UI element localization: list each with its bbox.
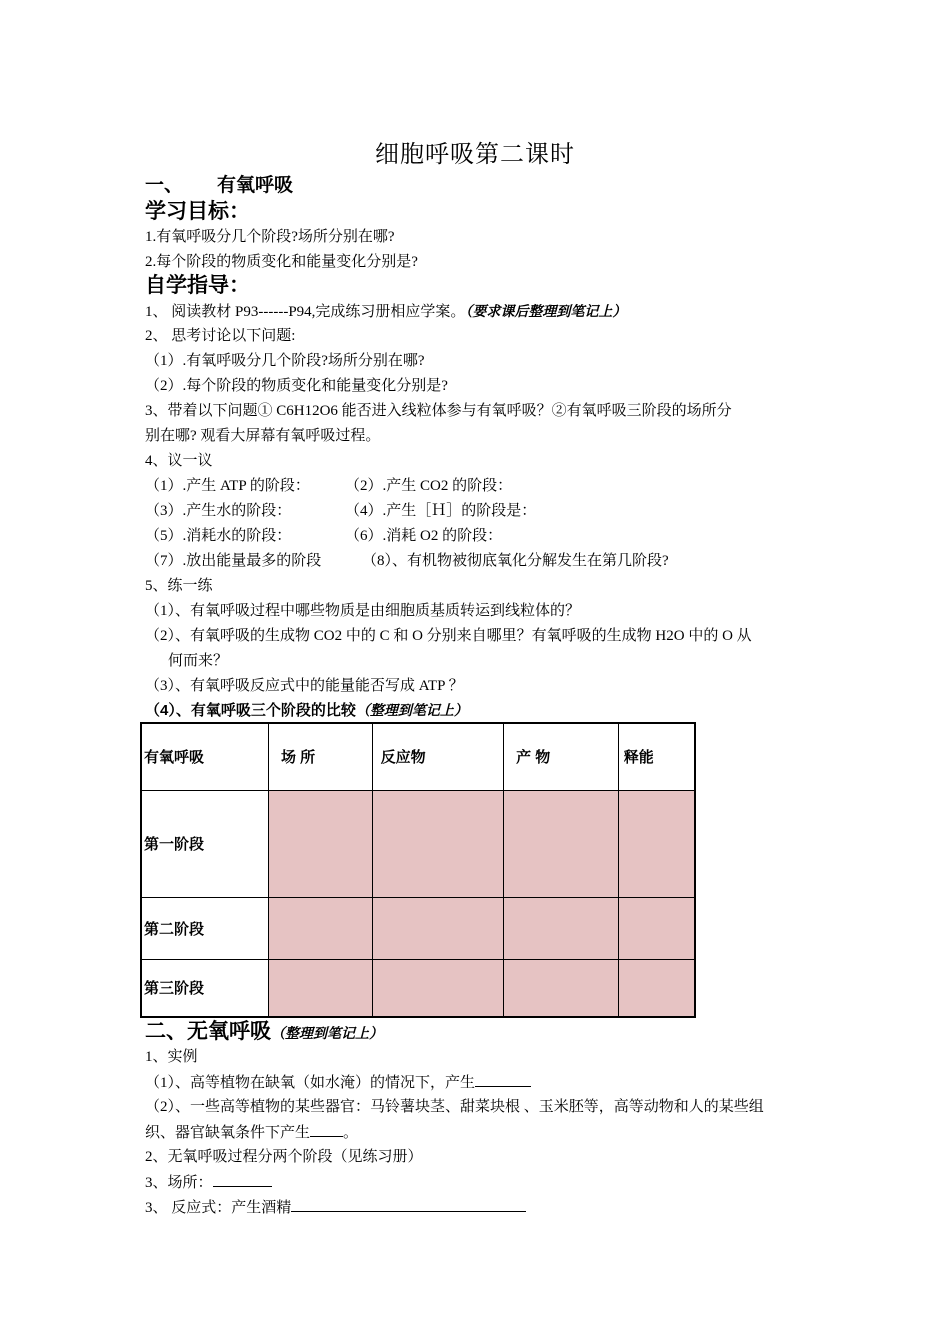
objective-item: 2.每个阶段的物质变化和能量变化分别是? [145,254,418,270]
section2-item-1-question-cont [145,1122,358,1143]
section1-name: 有氧呼吸 [217,175,294,196]
table-blank-cell[interactable] [372,897,504,959]
guide-item-4-row [145,501,536,521]
table-header-cell: 释能 [618,723,695,790]
guide-item-3-cont: 别在哪? 观看大屏幕有氧呼吸过程。 [145,428,381,444]
section2-item-1-question: （2）、一些高等植物的某些器官：马铃薯块茎、甜菜块根 、玉米胚等，高等动物和人的某些组 [145,1099,764,1115]
comparison-table [140,722,696,1018]
discussion-question: （5）.消耗水的阶段： [145,528,292,544]
table-header-row [141,723,695,790]
discussion-question: （4）.产生［Ｈ］的阶段是： [345,503,537,519]
table-caption: （4）、有氧呼吸三个阶段的比较 [145,702,356,719]
fill-blank[interactable] [291,1197,526,1212]
guide-item-2-question: （2）.每个阶段的物质变化和能量变化分别是? [145,378,448,394]
table-blank-cell[interactable] [618,959,695,1017]
table-header-cell: 产 物 [504,723,619,790]
table-row [141,790,695,897]
practice-question: （3）、有氧呼吸反应式中的能量能否写成 ATP ？ [145,678,464,694]
practice-question: （2）、有氧呼吸的生成物 CO2 中的 C 和 O 分别来自哪里？有氧呼吸的生成物 H2O 中的 O 从 [145,628,752,644]
table-blank-cell[interactable] [618,790,695,897]
table-blank-cell[interactable] [504,959,619,1017]
section2-item-1: 1、实例 [145,1049,198,1065]
practice-question: （1）、有氧呼吸过程中哪些物质是由细胞质基质转运到线粒体的？ [145,603,581,619]
table-blank-cell[interactable] [618,897,695,959]
practice-question-cont: 何而来？ [168,653,229,669]
discussion-question: （8）、有机物被彻底氧化分解发生在第几阶段? [362,553,669,569]
question-text-end: 。 [343,1125,359,1141]
section1-heading [145,176,293,196]
guide-heading: 自学指导： [145,274,250,297]
section2-heading [145,1022,383,1044]
table-header-cell: 场 所 [268,723,372,790]
guide-item-4: 4、议一议 [145,453,213,469]
guide-item-4-row [145,551,669,571]
table-row-label: 第三阶段 [141,959,268,1017]
section2-item-1-question [145,1072,531,1093]
table-blank-cell[interactable] [372,959,504,1017]
table-blank-cell[interactable] [504,790,619,897]
guide-item-4-row [145,526,502,546]
table-row [141,897,695,959]
table-blank-cell[interactable] [372,790,504,897]
guide-item-5: 5、练一练 [145,578,213,594]
question-text: 3、 反应式：产生酒精 [145,1200,292,1216]
section2-title: 二、无氧呼吸 [145,1020,271,1043]
discussion-question: （7）.放出能量最多的阶段 [145,553,322,569]
objectives-heading: 学习目标： [145,200,250,223]
section2-item-2: 2、无氧呼吸过程分两个阶段（见练习册） [145,1149,423,1165]
guide-item-2-question: （1）.有氧呼吸分几个阶段?场所分别在哪? [145,353,425,369]
table-blank-cell[interactable] [504,897,619,959]
page-title: 细胞呼吸第二课时 [375,142,575,168]
table-row-label: 第一阶段 [141,790,268,897]
table-row [141,959,695,1017]
table-blank-cell[interactable] [268,959,372,1017]
guide-item-2: 2、 思考讨论以下问题: [145,328,296,344]
question-text: 织、器官缺氧条件下产生 [145,1125,311,1141]
table-row-label: 第二阶段 [141,897,268,959]
guide-item-1 [145,301,626,322]
guide-item-1-note: （要求课后整理到笔记上） [465,303,627,319]
guide-item-4-row [145,476,512,496]
discussion-question: （3）.产生水的阶段： [145,503,292,519]
discussion-question: （2）.产生 CO2 的阶段： [345,478,513,494]
question-text: 3、场所： [145,1175,213,1191]
table-blank-cell[interactable] [268,790,372,897]
table-header-cell: 反应物 [372,723,504,790]
fill-blank[interactable] [213,1172,272,1187]
objective-item: 1.有氧呼吸分几个阶段?场所分别在哪? [145,229,395,245]
fill-blank[interactable] [310,1122,343,1137]
section2-item-4 [145,1197,526,1218]
fill-blank[interactable] [475,1072,531,1087]
discussion-question: （6）.消耗 O2 的阶段： [345,528,503,544]
table-caption-note: （整理到笔记上） [355,702,468,718]
guide-item-3: 3、带着以下问题① C6H12O6 能否进入线粒体参与有氧呼吸？②有氧呼吸三阶段的场所分 [145,403,732,419]
table-header-cell: 有氧呼吸 [141,723,268,790]
section1-number: 一、 [145,175,184,196]
discussion-question: （1）.产生 ATP 的阶段： [145,478,310,494]
section2-note: （整理到笔记上） [271,1025,383,1041]
section2-item-3 [145,1172,272,1193]
practice-question-table [145,700,468,721]
guide-item-1-text: 1、 阅读教材 P93------P94,完成练习册相应学案。 [145,304,466,320]
question-text: （1）、高等植物在缺氧（如水淹）的情况下，产生 [145,1075,476,1091]
table-blank-cell[interactable] [268,897,372,959]
